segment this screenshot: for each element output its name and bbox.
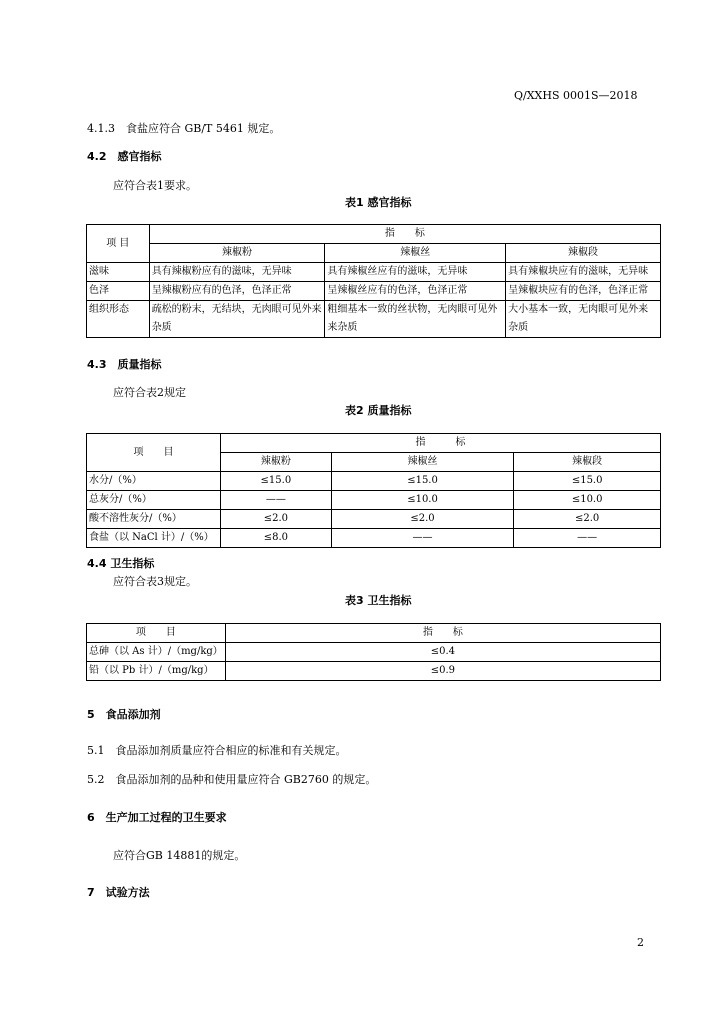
- clause-5-2: 5.2 食品添加剂的品种和使用量应符合 GB2760 的规定。: [87, 773, 377, 786]
- table3-row-name: 铅（以 Pb 计）/（mg/kg）: [87, 662, 226, 681]
- table3-index-header: 指 标: [225, 624, 660, 643]
- hygiene-table: [86, 623, 661, 681]
- table-row: [87, 643, 661, 662]
- table1-col-header: 辣椒丝: [325, 244, 506, 263]
- table-row: [87, 472, 661, 491]
- table1-col-header: 辣椒粉: [149, 244, 325, 263]
- table1-cell: 具有辣椒块应有的滋味，无异味: [506, 263, 661, 282]
- table2-cell: ——: [220, 491, 331, 510]
- table2-cell: ≤15.0: [220, 472, 331, 491]
- table1-title: 表1 感官指标: [345, 196, 412, 209]
- heading-7: 7 试验方法: [87, 886, 150, 899]
- table2-cell: ≤2.0: [220, 510, 331, 529]
- table3-cell: ≤0.4: [225, 643, 660, 662]
- table1-cell: 呈辣椒块应有的色泽，色泽正常: [506, 282, 661, 301]
- heading-4-4: 4.4 卫生指标: [87, 557, 155, 570]
- table1-row-name: 色泽: [87, 282, 150, 301]
- table-row: [87, 282, 661, 301]
- table2-cell: ≤15.0: [331, 472, 514, 491]
- table2-cell: ≤10.0: [514, 491, 661, 510]
- table2-col-header: 辣椒段: [514, 453, 661, 472]
- table-row: [87, 510, 661, 529]
- table3-row-name: 总砷（以 As 计）/（mg/kg）: [87, 643, 226, 662]
- table1-cell: 呈辣椒丝应有的色泽，色泽正常: [325, 282, 506, 301]
- table2-col-header: 辣椒粉: [220, 453, 331, 472]
- table3-cell: ≤0.9: [225, 662, 660, 681]
- table2-row-name: 食盐（以 NaCl 计）/（%）: [87, 529, 221, 548]
- table2-index-header: 指 标: [220, 434, 660, 453]
- table1-cell: 呈辣椒粉应有的色泽，色泽正常: [149, 282, 325, 301]
- table-row: [87, 491, 661, 510]
- heading-4-2: 4.2 感官指标: [87, 150, 162, 163]
- table2-row-name: 总灰分/（%）: [87, 491, 221, 510]
- table2-item-header: 项 目: [87, 434, 221, 472]
- table2-cell: ——: [514, 529, 661, 548]
- table2-cell: ≤15.0: [514, 472, 661, 491]
- table3-item-header: 项 目: [87, 624, 226, 643]
- quality-table: [86, 433, 661, 548]
- table1-col-header: 辣椒段: [506, 244, 661, 263]
- table1-index-header: 指 标: [149, 225, 660, 244]
- table2-cell: ≤8.0: [220, 529, 331, 548]
- table2-row-name: 水分/（%）: [87, 472, 221, 491]
- clause-4-2-text: 应符合表1要求。: [113, 179, 197, 192]
- table2-cell: ≤2.0: [514, 510, 661, 529]
- heading-6: 6 生产加工过程的卫生要求: [87, 811, 227, 824]
- page-number: 2: [637, 936, 644, 949]
- clause-4-1-3: 4.1.3 食盐应符合 GB/T 5461 规定。: [87, 122, 281, 135]
- table2-title: 表2 质量指标: [345, 404, 412, 417]
- heading-4-3: 4.3 质量指标: [87, 358, 162, 371]
- table3-title: 表3 卫生指标: [345, 594, 412, 607]
- table2-cell: ≤10.0: [331, 491, 514, 510]
- table-row: [87, 662, 661, 681]
- table2-col-header: 辣椒丝: [331, 453, 514, 472]
- table1-cell: 粗细基本一致的丝状物，无肉眼可见外来杂质: [325, 301, 506, 338]
- table1-cell: 大小基本一致，无肉眼可见外来杂质: [506, 301, 661, 338]
- heading-5: 5 食品添加剂: [87, 708, 161, 721]
- table-row: [87, 301, 661, 338]
- table2-cell: ——: [331, 529, 514, 548]
- table-row: [87, 263, 661, 282]
- clause-4-3-text: 应符合表2规定: [113, 386, 186, 399]
- table1-item-header: 项 目: [87, 225, 150, 263]
- sensory-table: [86, 224, 661, 338]
- table1-cell: 具有辣椒粉应有的滋味，无异味: [149, 263, 325, 282]
- table2-cell: ≤2.0: [331, 510, 514, 529]
- table1-row-name: 滋味: [87, 263, 150, 282]
- clause-5-1: 5.1 食品添加剂质量应符合相应的标准和有关规定。: [87, 744, 347, 757]
- table1-cell: 疏松的粉末，无结块，无肉眼可见外来杂质: [149, 301, 325, 338]
- table2-row-name: 酸不溶性灰分/（%）: [87, 510, 221, 529]
- table1-row-name: 组织形态: [87, 301, 150, 338]
- table-row: [87, 529, 661, 548]
- doc-code: Q/XXHS 0001S—2018: [514, 89, 638, 102]
- clause-4-4-text: 应符合表3规定。: [113, 575, 197, 588]
- table1-cell: 具有辣椒丝应有的滋味，无异味: [325, 263, 506, 282]
- clause-6-text: 应符合GB 14881的规定。: [113, 849, 246, 862]
